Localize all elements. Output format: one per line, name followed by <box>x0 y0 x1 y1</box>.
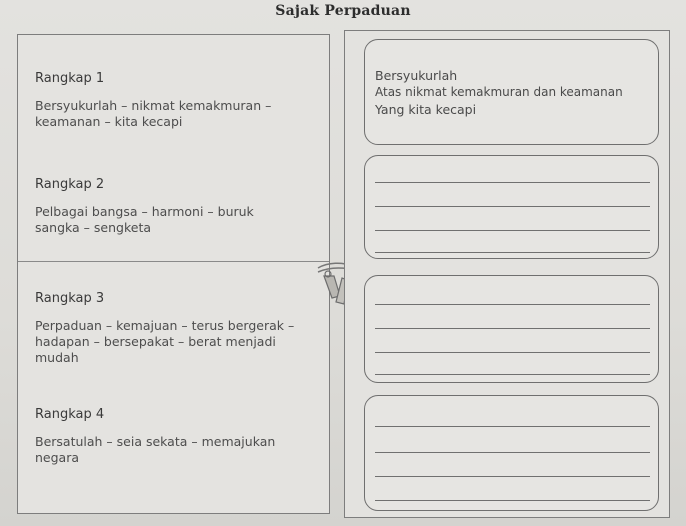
stanza-line: Perpaduan – kemajuan – terus bergerak – <box>35 318 295 333</box>
writing-line[interactable] <box>375 182 650 183</box>
writing-line[interactable] <box>375 304 650 305</box>
stanza-3 <box>35 291 325 366</box>
stanza-line: sangka – sengketa <box>35 220 152 235</box>
page-title: Sajak Perpaduan <box>275 3 411 19</box>
answer-line: Yang kita kecapi <box>375 102 477 117</box>
writing-line[interactable] <box>375 476 650 477</box>
stanza-heading: Rangkap 1 <box>35 71 105 86</box>
stanza-1 <box>35 71 325 130</box>
answer-box <box>344 30 670 518</box>
stanza-divider <box>18 261 329 262</box>
stanza-heading: Rangkap 3 <box>35 291 105 306</box>
stanza-line: negara <box>35 450 80 465</box>
writing-line[interactable] <box>375 500 650 501</box>
stanza-prompts-box <box>17 34 330 514</box>
writing-line[interactable] <box>375 206 650 207</box>
answer-card-3[interactable] <box>364 275 659 383</box>
stanza-heading: Rangkap 4 <box>35 407 105 422</box>
stanza-2 <box>35 177 325 236</box>
stanza-line: hadapan – bersepakat – berat menjadi <box>35 334 276 349</box>
answer-line: Bersyukurlah <box>375 68 458 83</box>
answer-line: Atas nikmat kemakmuran dan keamanan <box>375 85 623 99</box>
stanza-line: Pelbagai bangsa – harmoni – buruk <box>35 204 254 219</box>
writing-line[interactable] <box>375 252 650 253</box>
stanza-4 <box>35 407 325 466</box>
writing-line[interactable] <box>375 328 650 329</box>
writing-line[interactable] <box>375 352 650 353</box>
writing-line[interactable] <box>375 426 650 427</box>
stanza-line: Bersatulah – seia sekata – memajukan <box>35 434 276 449</box>
answer-card-2[interactable] <box>364 155 659 259</box>
writing-line[interactable] <box>375 452 650 453</box>
example-answer-card <box>364 39 659 145</box>
writing-line[interactable] <box>375 230 650 231</box>
stanza-line: Bersyukurlah – nikmat kemakmuran – <box>35 98 272 113</box>
writing-line[interactable] <box>375 374 650 375</box>
stanza-line: mudah <box>35 350 79 365</box>
answer-card-4[interactable] <box>364 395 659 511</box>
stanza-line: keamanan – kita kecapi <box>35 114 183 129</box>
stanza-heading: Rangkap 2 <box>35 177 105 192</box>
